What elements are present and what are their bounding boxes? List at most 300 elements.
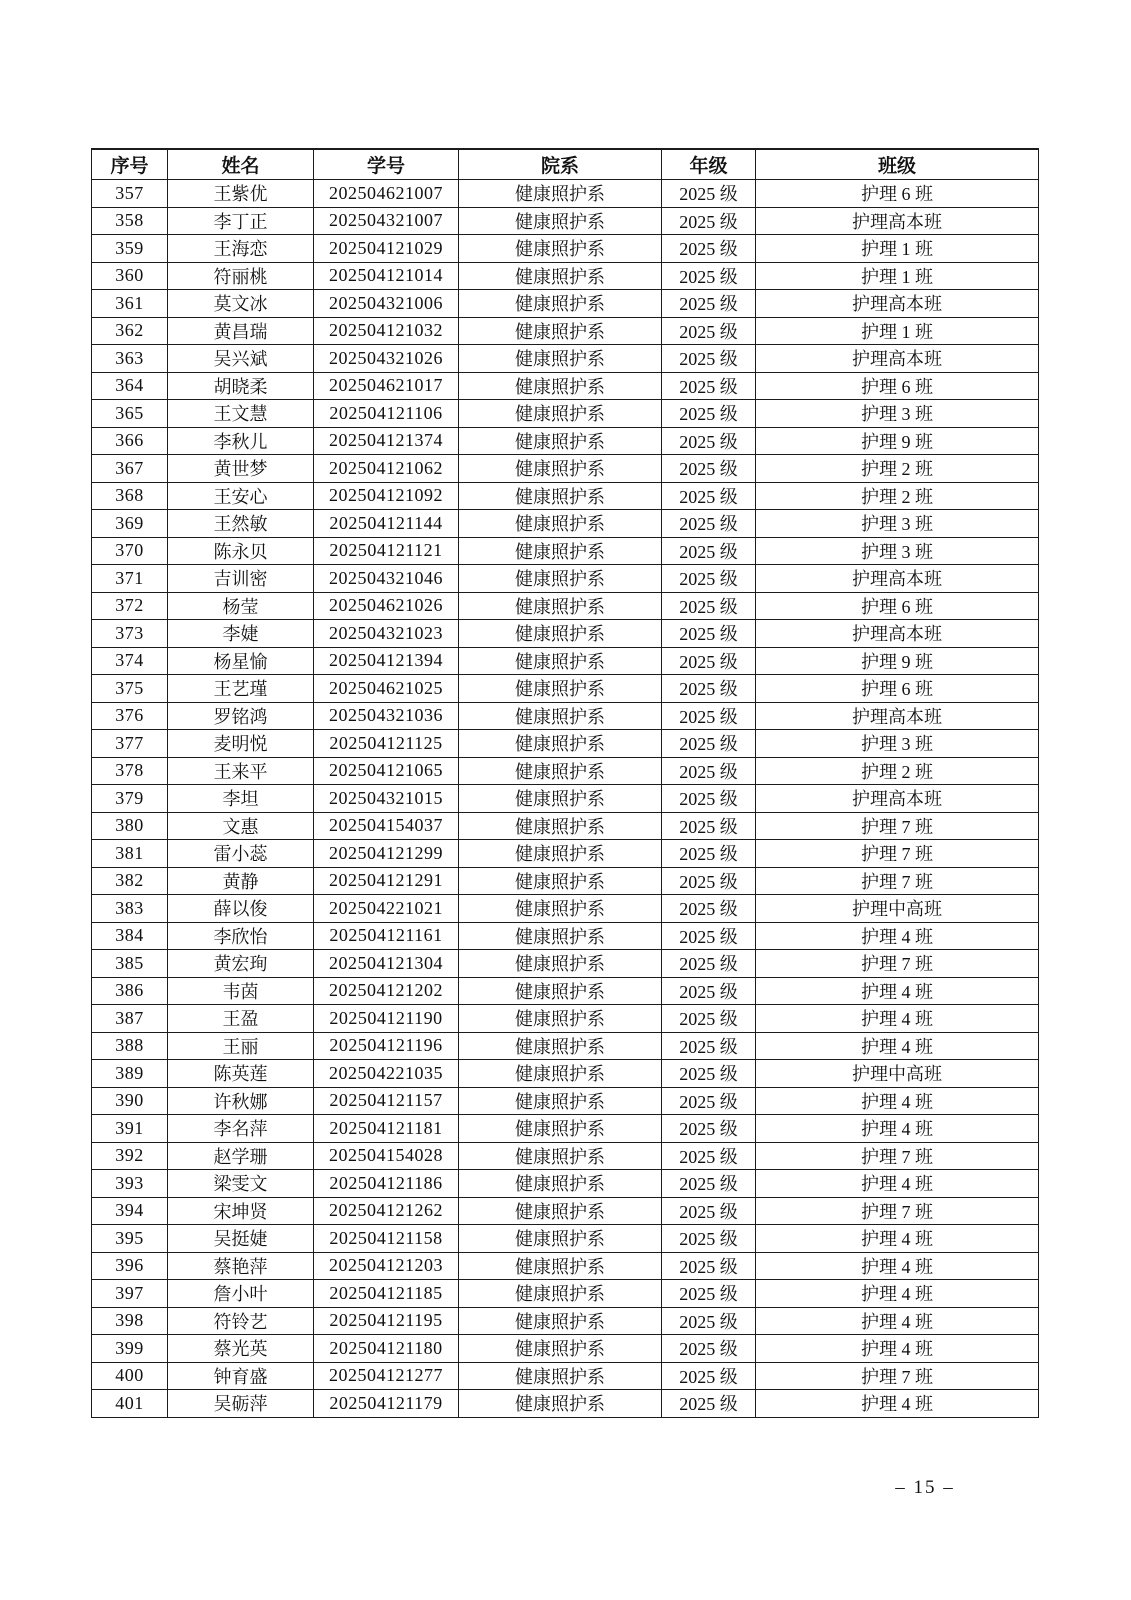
name-cell: 李欣怡	[168, 922, 314, 950]
class-cell: 护理 4 班	[756, 1087, 1039, 1115]
student-roster-table	[91, 148, 1039, 1418]
table-row	[92, 730, 1039, 758]
class-cell: 护理 7 班	[756, 1142, 1039, 1170]
name-cell: 文惠	[168, 812, 314, 840]
serial-cell: 374	[92, 647, 168, 675]
header-class: 班级	[756, 149, 1039, 180]
serial-cell: 359	[92, 235, 168, 263]
student-id-cell: 202504321007	[314, 207, 459, 235]
department-cell: 健康照护系	[459, 620, 662, 648]
table-row	[92, 895, 1039, 923]
student-id-cell: 202504321046	[314, 565, 459, 593]
grade-cell: 2025 级	[662, 1197, 756, 1225]
department-cell: 健康照护系	[459, 372, 662, 400]
class-cell: 护理 7 班	[756, 867, 1039, 895]
name-cell: 李名萍	[168, 1115, 314, 1143]
department-cell: 健康照护系	[459, 1362, 662, 1390]
serial-cell: 358	[92, 207, 168, 235]
student-id-cell: 202504121394	[314, 647, 459, 675]
grade-cell: 2025 级	[662, 1225, 756, 1253]
department-cell: 健康照护系	[459, 1032, 662, 1060]
serial-cell: 382	[92, 867, 168, 895]
serial-cell: 364	[92, 372, 168, 400]
class-cell: 护理 4 班	[756, 922, 1039, 950]
class-cell: 护理 4 班	[756, 977, 1039, 1005]
table-row	[92, 1142, 1039, 1170]
name-cell: 王艺瑾	[168, 675, 314, 703]
table-row	[92, 702, 1039, 730]
table-body	[92, 180, 1039, 1418]
student-id-cell: 202504321036	[314, 702, 459, 730]
grade-cell: 2025 级	[662, 427, 756, 455]
department-cell: 健康照护系	[459, 730, 662, 758]
student-id-cell: 202504121158	[314, 1225, 459, 1253]
student-id-cell: 202504121203	[314, 1252, 459, 1280]
table-row	[92, 1390, 1039, 1418]
table-row	[92, 482, 1039, 510]
department-cell: 健康照护系	[459, 1197, 662, 1225]
serial-cell: 372	[92, 592, 168, 620]
student-id-cell: 202504154028	[314, 1142, 459, 1170]
table-row	[92, 1362, 1039, 1390]
serial-cell: 362	[92, 317, 168, 345]
grade-cell: 2025 级	[662, 1252, 756, 1280]
header-student-id: 学号	[314, 149, 459, 180]
table-row	[92, 455, 1039, 483]
grade-cell: 2025 级	[662, 785, 756, 813]
class-cell: 护理 6 班	[756, 180, 1039, 208]
name-cell: 吴挺婕	[168, 1225, 314, 1253]
class-cell: 护理 7 班	[756, 812, 1039, 840]
student-id-cell: 202504121180	[314, 1335, 459, 1363]
table-row	[92, 785, 1039, 813]
table-row	[92, 647, 1039, 675]
serial-cell: 399	[92, 1335, 168, 1363]
class-cell: 护理 6 班	[756, 592, 1039, 620]
serial-cell: 379	[92, 785, 168, 813]
table-row	[92, 1252, 1039, 1280]
serial-cell: 395	[92, 1225, 168, 1253]
name-cell: 胡晓柔	[168, 372, 314, 400]
name-cell: 黄世梦	[168, 455, 314, 483]
name-cell: 王丽	[168, 1032, 314, 1060]
department-cell: 健康照护系	[459, 207, 662, 235]
table-row	[92, 592, 1039, 620]
class-cell: 护理 6 班	[756, 372, 1039, 400]
serial-cell: 363	[92, 345, 168, 373]
grade-cell: 2025 级	[662, 812, 756, 840]
grade-cell: 2025 级	[662, 1087, 756, 1115]
serial-cell: 360	[92, 262, 168, 290]
name-cell: 王来平	[168, 757, 314, 785]
serial-cell: 380	[92, 812, 168, 840]
class-cell: 护理 3 班	[756, 510, 1039, 538]
table-row	[92, 620, 1039, 648]
grade-cell: 2025 级	[662, 757, 756, 785]
student-id-cell: 202504121304	[314, 950, 459, 978]
grade-cell: 2025 级	[662, 317, 756, 345]
student-id-cell: 202504121121	[314, 537, 459, 565]
name-cell: 钟育盛	[168, 1362, 314, 1390]
student-id-cell: 202504321023	[314, 620, 459, 648]
table-row	[92, 262, 1039, 290]
name-cell: 王盈	[168, 1005, 314, 1033]
grade-cell: 2025 级	[662, 262, 756, 290]
table-row	[92, 537, 1039, 565]
table-row	[92, 345, 1039, 373]
grade-cell: 2025 级	[662, 1307, 756, 1335]
class-cell: 护理 2 班	[756, 482, 1039, 510]
grade-cell: 2025 级	[662, 290, 756, 318]
department-cell: 健康照护系	[459, 1225, 662, 1253]
class-cell: 护理 9 班	[756, 427, 1039, 455]
table-row	[92, 1115, 1039, 1143]
serial-cell: 366	[92, 427, 168, 455]
serial-cell: 367	[92, 455, 168, 483]
department-cell: 健康照护系	[459, 1170, 662, 1198]
table-row	[92, 1197, 1039, 1225]
student-id-cell: 202504321015	[314, 785, 459, 813]
page-number: – 15 –	[895, 1477, 955, 1498]
table-row	[92, 1060, 1039, 1088]
department-cell: 健康照护系	[459, 1335, 662, 1363]
serial-cell: 371	[92, 565, 168, 593]
student-id-cell: 202504121202	[314, 977, 459, 1005]
name-cell: 李坦	[168, 785, 314, 813]
student-id-cell: 202504121157	[314, 1087, 459, 1115]
class-cell: 护理高本班	[756, 290, 1039, 318]
grade-cell: 2025 级	[662, 620, 756, 648]
grade-cell: 2025 级	[662, 702, 756, 730]
serial-cell: 396	[92, 1252, 168, 1280]
department-cell: 健康照护系	[459, 1115, 662, 1143]
grade-cell: 2025 级	[662, 895, 756, 923]
grade-cell: 2025 级	[662, 510, 756, 538]
serial-cell: 394	[92, 1197, 168, 1225]
header-department: 院系	[459, 149, 662, 180]
serial-cell: 400	[92, 1362, 168, 1390]
name-cell: 蔡艳萍	[168, 1252, 314, 1280]
student-id-cell: 202504121144	[314, 510, 459, 538]
serial-cell: 397	[92, 1280, 168, 1308]
department-cell: 健康照护系	[459, 482, 662, 510]
name-cell: 王安心	[168, 482, 314, 510]
department-cell: 健康照护系	[459, 235, 662, 263]
table-header-row	[92, 149, 1039, 180]
grade-cell: 2025 级	[662, 180, 756, 208]
table-row	[92, 372, 1039, 400]
grade-cell: 2025 级	[662, 235, 756, 263]
class-cell: 护理中高班	[756, 895, 1039, 923]
class-cell: 护理 4 班	[756, 1115, 1039, 1143]
serial-cell: 398	[92, 1307, 168, 1335]
class-cell: 护理 7 班	[756, 1197, 1039, 1225]
student-id-cell: 202504121181	[314, 1115, 459, 1143]
table-row	[92, 1335, 1039, 1363]
table-row	[92, 317, 1039, 345]
department-cell: 健康照护系	[459, 510, 662, 538]
student-id-cell: 202504321006	[314, 290, 459, 318]
student-id-cell: 202504121299	[314, 840, 459, 868]
header-serial: 序号	[92, 149, 168, 180]
student-id-cell: 202504121277	[314, 1362, 459, 1390]
name-cell: 李丁正	[168, 207, 314, 235]
name-cell: 赵学珊	[168, 1142, 314, 1170]
name-cell: 罗铭鸿	[168, 702, 314, 730]
serial-cell: 375	[92, 675, 168, 703]
department-cell: 健康照护系	[459, 592, 662, 620]
grade-cell: 2025 级	[662, 1142, 756, 1170]
student-id-cell: 202504121125	[314, 730, 459, 758]
department-cell: 健康照护系	[459, 317, 662, 345]
student-id-cell: 202504621007	[314, 180, 459, 208]
department-cell: 健康照护系	[459, 867, 662, 895]
department-cell: 健康照护系	[459, 785, 662, 813]
name-cell: 莫文冰	[168, 290, 314, 318]
serial-cell: 392	[92, 1142, 168, 1170]
department-cell: 健康照护系	[459, 922, 662, 950]
student-id-cell: 202504121161	[314, 922, 459, 950]
table-row	[92, 1087, 1039, 1115]
student-id-cell: 202504121186	[314, 1170, 459, 1198]
serial-cell: 369	[92, 510, 168, 538]
name-cell: 薛以俊	[168, 895, 314, 923]
serial-cell: 368	[92, 482, 168, 510]
department-cell: 健康照护系	[459, 1087, 662, 1115]
grade-cell: 2025 级	[662, 1280, 756, 1308]
table-row	[92, 1280, 1039, 1308]
department-cell: 健康照护系	[459, 950, 662, 978]
grade-cell: 2025 级	[662, 537, 756, 565]
table-row	[92, 1225, 1039, 1253]
serial-cell: 365	[92, 400, 168, 428]
header-grade: 年级	[662, 149, 756, 180]
name-cell: 许秋娜	[168, 1087, 314, 1115]
name-cell: 李婕	[168, 620, 314, 648]
class-cell: 护理高本班	[756, 620, 1039, 648]
student-id-cell: 202504121092	[314, 482, 459, 510]
grade-cell: 2025 级	[662, 1032, 756, 1060]
name-cell: 王海恋	[168, 235, 314, 263]
grade-cell: 2025 级	[662, 1005, 756, 1033]
table-row	[92, 812, 1039, 840]
name-cell: 蔡光英	[168, 1335, 314, 1363]
class-cell: 护理 2 班	[756, 757, 1039, 785]
name-cell: 韦茵	[168, 977, 314, 1005]
grade-cell: 2025 级	[662, 867, 756, 895]
student-id-cell: 202504121032	[314, 317, 459, 345]
name-cell: 雷小蕊	[168, 840, 314, 868]
name-cell: 王紫优	[168, 180, 314, 208]
student-id-cell: 202504121196	[314, 1032, 459, 1060]
class-cell: 护理高本班	[756, 702, 1039, 730]
grade-cell: 2025 级	[662, 922, 756, 950]
name-cell: 李秋儿	[168, 427, 314, 455]
class-cell: 护理 1 班	[756, 262, 1039, 290]
class-cell: 护理 4 班	[756, 1005, 1039, 1033]
table-row	[92, 867, 1039, 895]
grade-cell: 2025 级	[662, 1390, 756, 1418]
grade-cell: 2025 级	[662, 592, 756, 620]
class-cell: 护理 3 班	[756, 730, 1039, 758]
grade-cell: 2025 级	[662, 207, 756, 235]
class-cell: 护理 4 班	[756, 1252, 1039, 1280]
table-row	[92, 950, 1039, 978]
class-cell: 护理 6 班	[756, 675, 1039, 703]
table-row	[92, 757, 1039, 785]
student-id-cell: 202504121291	[314, 867, 459, 895]
department-cell: 健康照护系	[459, 400, 662, 428]
table-row	[92, 977, 1039, 1005]
student-id-cell: 202504121065	[314, 757, 459, 785]
department-cell: 健康照护系	[459, 1390, 662, 1418]
serial-cell: 385	[92, 950, 168, 978]
name-cell: 陈永贝	[168, 537, 314, 565]
student-id-cell: 202504121190	[314, 1005, 459, 1033]
student-id-cell: 202504121195	[314, 1307, 459, 1335]
grade-cell: 2025 级	[662, 1335, 756, 1363]
grade-cell: 2025 级	[662, 840, 756, 868]
table-row	[92, 675, 1039, 703]
grade-cell: 2025 级	[662, 345, 756, 373]
name-cell: 吴砺萍	[168, 1390, 314, 1418]
department-cell: 健康照护系	[459, 1252, 662, 1280]
table-row	[92, 840, 1039, 868]
grade-cell: 2025 级	[662, 977, 756, 1005]
department-cell: 健康照护系	[459, 840, 662, 868]
student-id-cell: 202504121179	[314, 1390, 459, 1418]
student-id-cell: 202504621017	[314, 372, 459, 400]
department-cell: 健康照护系	[459, 1005, 662, 1033]
department-cell: 健康照护系	[459, 1142, 662, 1170]
student-id-cell: 202504121185	[314, 1280, 459, 1308]
class-cell: 护理 4 班	[756, 1032, 1039, 1060]
student-id-cell: 202504121262	[314, 1197, 459, 1225]
name-cell: 陈英莲	[168, 1060, 314, 1088]
grade-cell: 2025 级	[662, 565, 756, 593]
header-name: 姓名	[168, 149, 314, 180]
grade-cell: 2025 级	[662, 1170, 756, 1198]
table-row	[92, 290, 1039, 318]
grade-cell: 2025 级	[662, 455, 756, 483]
class-cell: 护理 7 班	[756, 950, 1039, 978]
department-cell: 健康照护系	[459, 647, 662, 675]
department-cell: 健康照护系	[459, 537, 662, 565]
serial-cell: 376	[92, 702, 168, 730]
serial-cell: 370	[92, 537, 168, 565]
student-id-cell: 202504121374	[314, 427, 459, 455]
name-cell: 詹小叶	[168, 1280, 314, 1308]
class-cell: 护理 3 班	[756, 400, 1039, 428]
class-cell: 护理高本班	[756, 565, 1039, 593]
table-row	[92, 922, 1039, 950]
table-row	[92, 400, 1039, 428]
class-cell: 护理 3 班	[756, 537, 1039, 565]
serial-cell: 384	[92, 922, 168, 950]
grade-cell: 2025 级	[662, 482, 756, 510]
department-cell: 健康照护系	[459, 455, 662, 483]
name-cell: 梁雯文	[168, 1170, 314, 1198]
serial-cell: 386	[92, 977, 168, 1005]
student-id-cell: 202504621025	[314, 675, 459, 703]
student-id-cell: 202504221035	[314, 1060, 459, 1088]
class-cell: 护理 4 班	[756, 1307, 1039, 1335]
class-cell: 护理高本班	[756, 345, 1039, 373]
grade-cell: 2025 级	[662, 372, 756, 400]
name-cell: 符铃艺	[168, 1307, 314, 1335]
table-row	[92, 427, 1039, 455]
department-cell: 健康照护系	[459, 345, 662, 373]
table-row	[92, 1170, 1039, 1198]
department-cell: 健康照护系	[459, 977, 662, 1005]
table-row	[92, 565, 1039, 593]
name-cell: 杨星愉	[168, 647, 314, 675]
name-cell: 符丽桃	[168, 262, 314, 290]
name-cell: 黄静	[168, 867, 314, 895]
student-id-cell: 202504121106	[314, 400, 459, 428]
department-cell: 健康照护系	[459, 1060, 662, 1088]
grade-cell: 2025 级	[662, 1362, 756, 1390]
table-row	[92, 235, 1039, 263]
table-row	[92, 510, 1039, 538]
name-cell: 杨莹	[168, 592, 314, 620]
table-row	[92, 180, 1039, 208]
serial-cell: 391	[92, 1115, 168, 1143]
student-id-cell: 202504121062	[314, 455, 459, 483]
department-cell: 健康照护系	[459, 1280, 662, 1308]
class-cell: 护理 1 班	[756, 235, 1039, 263]
serial-cell: 383	[92, 895, 168, 923]
department-cell: 健康照护系	[459, 675, 662, 703]
serial-cell: 373	[92, 620, 168, 648]
serial-cell: 387	[92, 1005, 168, 1033]
class-cell: 护理 2 班	[756, 455, 1039, 483]
table-row	[92, 1005, 1039, 1033]
grade-cell: 2025 级	[662, 1115, 756, 1143]
class-cell: 护理 1 班	[756, 317, 1039, 345]
name-cell: 吴兴斌	[168, 345, 314, 373]
serial-cell: 401	[92, 1390, 168, 1418]
table-row	[92, 1307, 1039, 1335]
class-cell: 护理 7 班	[756, 1362, 1039, 1390]
student-id-cell: 202504321026	[314, 345, 459, 373]
student-id-cell: 202504121029	[314, 235, 459, 263]
student-id-cell: 202504221021	[314, 895, 459, 923]
class-cell: 护理 9 班	[756, 647, 1039, 675]
serial-cell: 381	[92, 840, 168, 868]
serial-cell: 393	[92, 1170, 168, 1198]
name-cell: 王文慧	[168, 400, 314, 428]
serial-cell: 377	[92, 730, 168, 758]
department-cell: 健康照护系	[459, 812, 662, 840]
department-cell: 健康照护系	[459, 565, 662, 593]
grade-cell: 2025 级	[662, 730, 756, 758]
name-cell: 黄宏珣	[168, 950, 314, 978]
grade-cell: 2025 级	[662, 675, 756, 703]
name-cell: 吉训密	[168, 565, 314, 593]
serial-cell: 378	[92, 757, 168, 785]
table-row	[92, 207, 1039, 235]
department-cell: 健康照护系	[459, 180, 662, 208]
name-cell: 黄昌瑞	[168, 317, 314, 345]
serial-cell: 388	[92, 1032, 168, 1060]
class-cell: 护理中高班	[756, 1060, 1039, 1088]
class-cell: 护理高本班	[756, 785, 1039, 813]
serial-cell: 361	[92, 290, 168, 318]
class-cell: 护理 4 班	[756, 1170, 1039, 1198]
serial-cell: 390	[92, 1087, 168, 1115]
table-row	[92, 1032, 1039, 1060]
